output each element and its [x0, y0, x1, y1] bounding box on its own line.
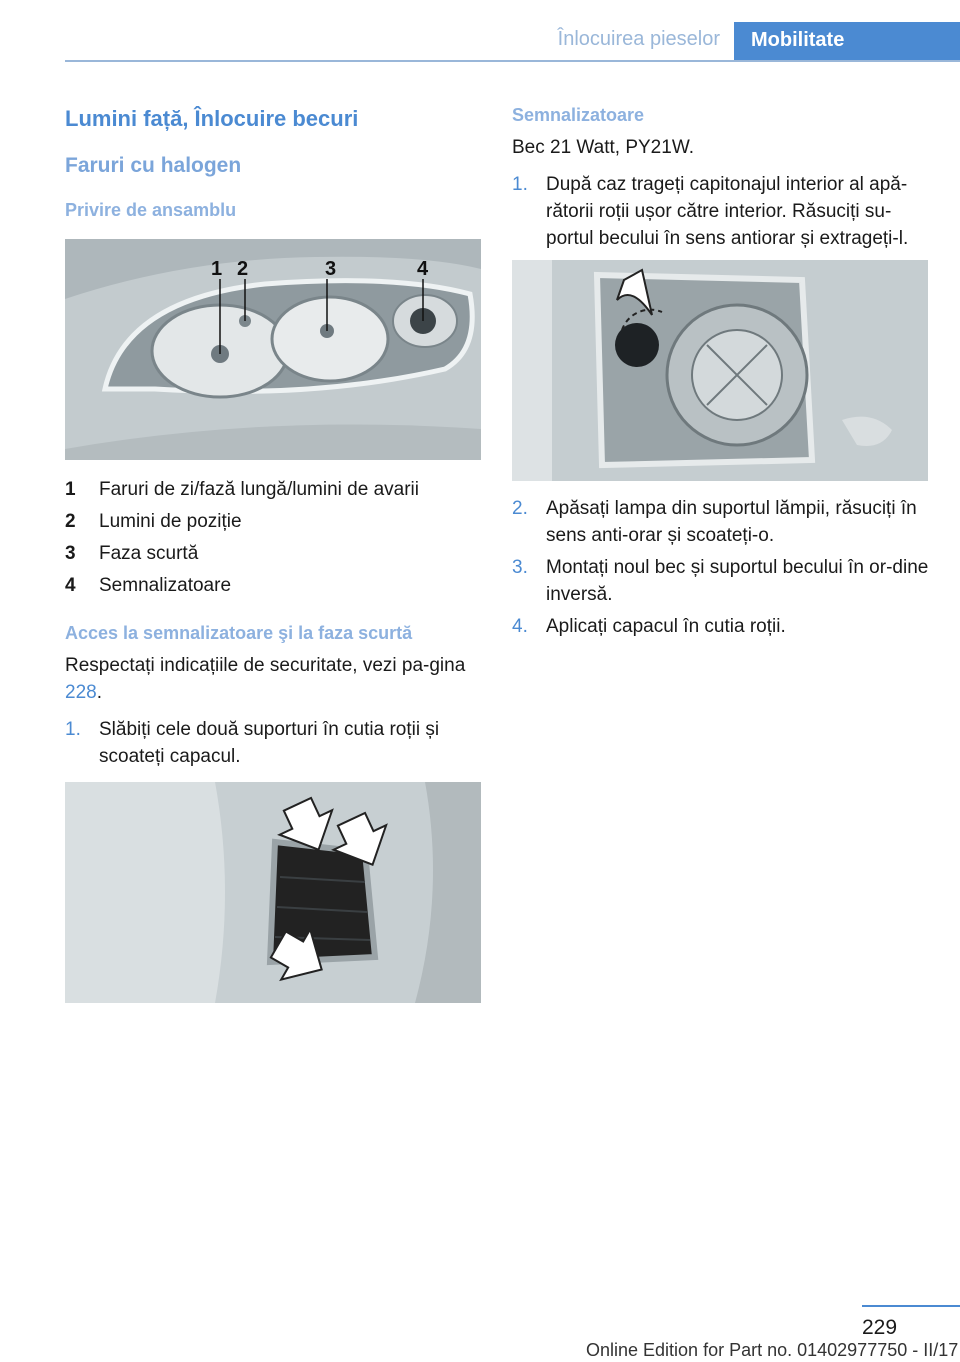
right-steps-list-b: [512, 495, 932, 640]
safety-note-end: .: [96, 682, 102, 703]
legend-text: Semnalizatoare: [99, 575, 232, 596]
step-text: Slăbiți cele două suporturi în cutia roții și scoateți capacul.: [99, 719, 440, 767]
section-heading-halogen: Faruri cu halogen: [65, 154, 242, 177]
header-section-title: Înlocuirea pieselor: [557, 28, 720, 50]
legend-item: [65, 570, 481, 602]
legend-text: Faza scurtă: [99, 543, 199, 564]
step-item: [512, 495, 932, 549]
footer-rule: [862, 1305, 960, 1307]
subsection-overview: Privire de ansamblu: [65, 200, 237, 220]
step-item: [512, 613, 932, 640]
legend-text: Faruri de zi/fază lungă/lumini de avarii: [99, 479, 419, 500]
headlight-overview-figure: [65, 239, 481, 460]
step-text: După caz trageți capitonajul interior al apă-rătorii roții ușor către interior. Răsuciți su-portul becului în sens antiorar și extrageți-l.: [546, 174, 909, 249]
callout-2: 2: [237, 258, 249, 280]
page-title: Lumini față, Înlocuire becuri: [65, 106, 359, 131]
header-chapter-tab: Mobilitate: [734, 22, 960, 62]
subsection-access: Acces la semnalizatoare şi la faza scurtă: [65, 623, 413, 643]
figure-legend: [65, 474, 481, 602]
left-steps-list: [65, 716, 481, 770]
legend-number: 1: [65, 479, 76, 500]
step-text: Montați noul bec și suportul becului în or-dine inversă.: [546, 557, 929, 605]
left-column: [65, 96, 481, 1003]
bulb-holder-illustration: [512, 260, 928, 481]
right-steps-list-a: [512, 171, 932, 252]
legend-number: 2: [65, 511, 76, 532]
step-number: 3.: [512, 557, 528, 578]
running-header: [65, 22, 960, 62]
bulb-spec: Bec 21 Watt, PY21W.: [512, 137, 694, 158]
legend-item: [65, 506, 481, 538]
legend-number: 4: [65, 575, 76, 596]
safety-note: [65, 652, 481, 706]
legend-item: [65, 474, 481, 506]
step-number: 2.: [512, 498, 528, 519]
step-number: 1.: [65, 719, 81, 740]
bulb-holder-figure: [512, 260, 928, 481]
legend-text: Lumini de poziție: [99, 511, 242, 532]
wheel-arch-cover-figure: [65, 782, 481, 1003]
callout-4: 4: [417, 258, 429, 280]
header-rule: [65, 60, 960, 62]
wheel-arch-illustration: [65, 782, 481, 1003]
page-reference-link[interactable]: 228: [65, 682, 97, 703]
step-item: [512, 171, 932, 252]
subsection-turn-signals: Semnalizatoare: [512, 105, 645, 125]
step-text: Apăsați lampa din suportul lămpii, răsuciți în sens anti-orar și scoateți-o.: [546, 498, 917, 546]
step-text: Aplicați capacul în cutia roții.: [546, 616, 786, 637]
callout-3: 3: [325, 258, 337, 280]
headlight-illustration: [65, 239, 481, 460]
legend-number: 3: [65, 543, 76, 564]
safety-note-text: Respectați indicațiile de securitate, vezi pa-gina: [65, 655, 466, 676]
callout-1: 1: [211, 258, 223, 280]
step-number: 4.: [512, 616, 528, 637]
step-item: [65, 716, 481, 770]
legend-item: [65, 538, 481, 570]
page-number: 229: [862, 1316, 898, 1339]
edition-note: Online Edition for Part no. 01402977750 - II/17: [586, 1340, 959, 1360]
right-column: [512, 96, 932, 645]
step-number: 1.: [512, 174, 528, 195]
step-item: [512, 554, 932, 608]
